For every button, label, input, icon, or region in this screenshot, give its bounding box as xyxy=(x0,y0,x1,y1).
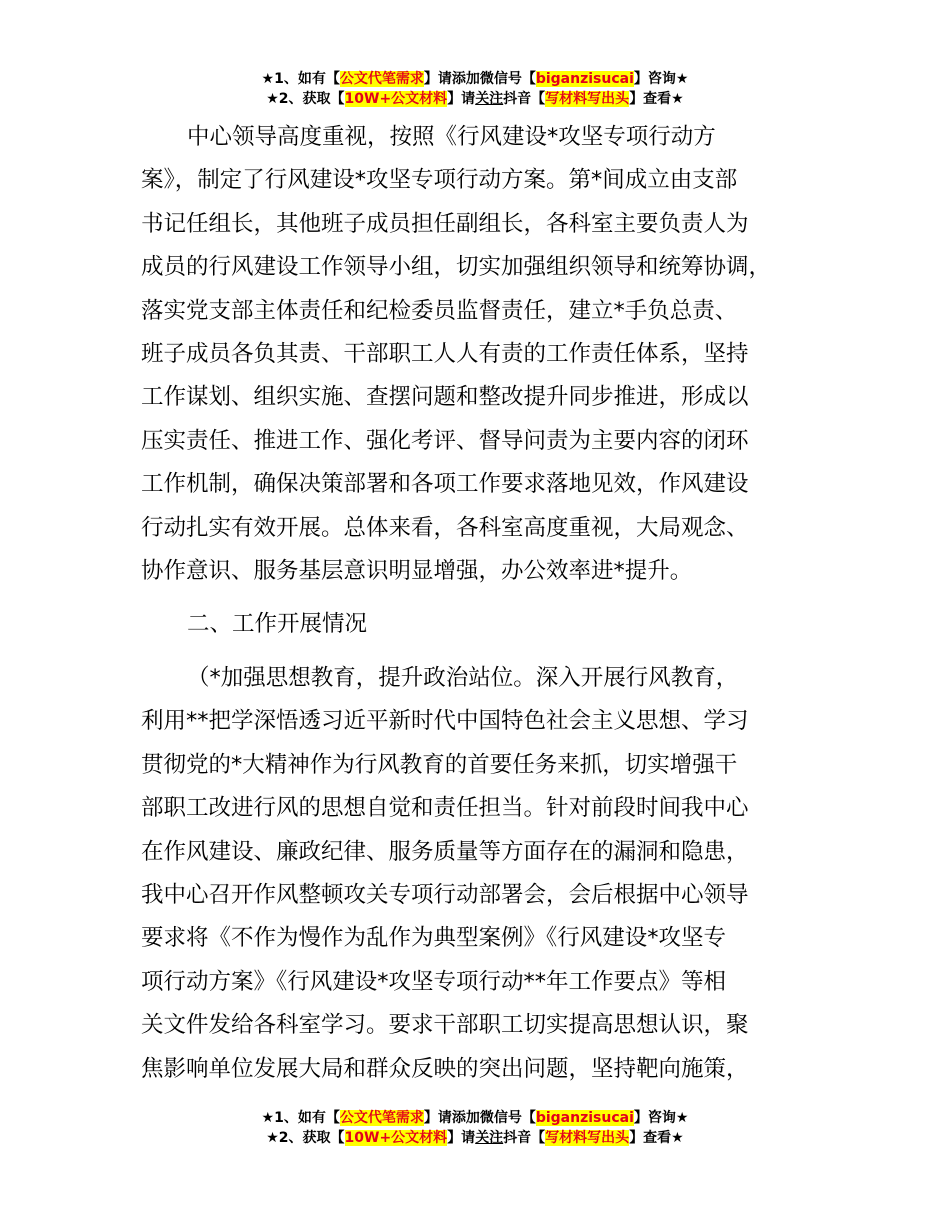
banner-text: 】请添加微信号【 xyxy=(423,1110,536,1126)
paragraph-line: 协作意识、服务基层意识明显增强，办公效率进*提升。 xyxy=(141,558,693,585)
banner-highlight-service: 公文代笔需求 xyxy=(339,1110,424,1126)
banner-text: ★2、获取【 xyxy=(266,91,345,107)
banner-line-1 xyxy=(0,69,950,89)
paragraph-line: 在作风建设、廉政纪律、服务质量等方面存在的漏洞和隐患， xyxy=(141,838,749,865)
paragraph-line: 我中心召开作风整顿攻关专项行动部署会，会后根据中心领导 xyxy=(141,881,749,908)
paragraph-line: 落实党支部主体责任和纪检委员监督责任，建立*手负总责、 xyxy=(141,297,738,324)
paragraph-line: 贯彻党的*大精神作为行风教育的首要任务来抓，切实增强干 xyxy=(141,751,738,778)
footer-banner xyxy=(0,1108,950,1148)
banner-text: ★1、如有【 xyxy=(261,1110,340,1126)
banner-text: 】请 xyxy=(447,91,476,107)
banner-text: 】咨询★ xyxy=(633,1110,689,1126)
banner-text: 】咨询★ xyxy=(633,71,689,87)
paragraph-line: 工作谋划、组织实施、查摆问题和整改提升同步推进，形成以 xyxy=(141,384,749,411)
paragraph-line: 焦影响单位发展大局和群众反映的突出问题，坚持靶向施策， xyxy=(141,1055,749,1082)
banner-text: ★2、获取【 xyxy=(266,1130,345,1146)
banner-text: 抖音【 xyxy=(503,1130,546,1146)
paragraph-line: 部职工改进行风的思想自觉和责任担当。针对前段时间我中心 xyxy=(141,795,749,822)
banner-highlight-douyin: 写材料写出头 xyxy=(545,1130,630,1146)
paragraph-line: 要求将《不作为慢作为乱作为典型案例》《行风建设*攻坚专 xyxy=(141,925,727,952)
banner-highlight-wechat-id: biganzisucai xyxy=(535,1110,634,1126)
document-body xyxy=(141,116,831,1091)
paragraph-line: 利用**把学深悟透习近平新时代中国特色社会主义思想、学习 xyxy=(141,708,749,735)
banner-text: 】查看★ xyxy=(629,1130,684,1146)
banner-line-2 xyxy=(0,89,950,109)
banner-text: 】请 xyxy=(447,1130,476,1146)
banner-text: 】查看★ xyxy=(629,91,684,107)
banner-highlight-materials: 10W+公文材料 xyxy=(344,91,448,107)
paragraph-line: （*加强思想教育，提升政治站位。深入开展行风教育， xyxy=(187,664,739,691)
banner-text-underlined: 关注 xyxy=(475,1130,504,1146)
header-banner xyxy=(0,69,950,109)
paragraph-line: 班子成员各负其责、干部职工人人有责的工作责任体系，坚持 xyxy=(141,341,749,368)
paragraph-line: 关文件发给各科室学习。要求干部职工切实提高思想认识，聚 xyxy=(141,1012,749,1039)
paragraph-line: 行动扎实有效开展。总体来看，各科室高度重视，大局观念、 xyxy=(141,514,749,541)
paragraph-line: 成员的行风建设工作领导小组，切实加强组织领导和统筹协调， xyxy=(141,254,772,281)
paragraph-line: 压实责任、推进工作、强化考评、督导问责为主要内容的闭环 xyxy=(141,427,749,454)
paragraph-line: 工作机制，确保决策部署和各项工作要求落地见效，作风建设 xyxy=(141,471,749,498)
banner-text: 抖音【 xyxy=(503,91,546,107)
banner-text: ★1、如有【 xyxy=(261,71,340,87)
banner-text-underlined: 关注 xyxy=(475,91,504,107)
banner-text: 】请添加微信号【 xyxy=(423,71,536,87)
paragraph-line: 中心领导高度重视，按照《行风建设*攻坚专项行动方 xyxy=(187,124,716,150)
banner-highlight-materials: 10W+公文材料 xyxy=(344,1130,448,1146)
banner-highlight-service: 公文代笔需求 xyxy=(339,71,424,87)
banner-line-2 xyxy=(0,1128,950,1148)
paragraph-line: 案》，制定了行风建设*攻坚专项行动方案。第*间成立由支部 xyxy=(141,167,738,194)
paragraph-line: 项行动方案》《行风建设*攻坚专项行动**年工作要点》等相 xyxy=(141,968,727,995)
section-heading: 二、工作开展情况 xyxy=(187,611,368,638)
banner-highlight-wechat-id: biganzisucai xyxy=(535,71,634,87)
banner-line-1 xyxy=(0,1108,950,1128)
paragraph-line: 书记任组长，其他班子成员担任副组长，各科室主要负责人为 xyxy=(141,210,749,237)
banner-highlight-douyin: 写材料写出头 xyxy=(545,91,630,107)
